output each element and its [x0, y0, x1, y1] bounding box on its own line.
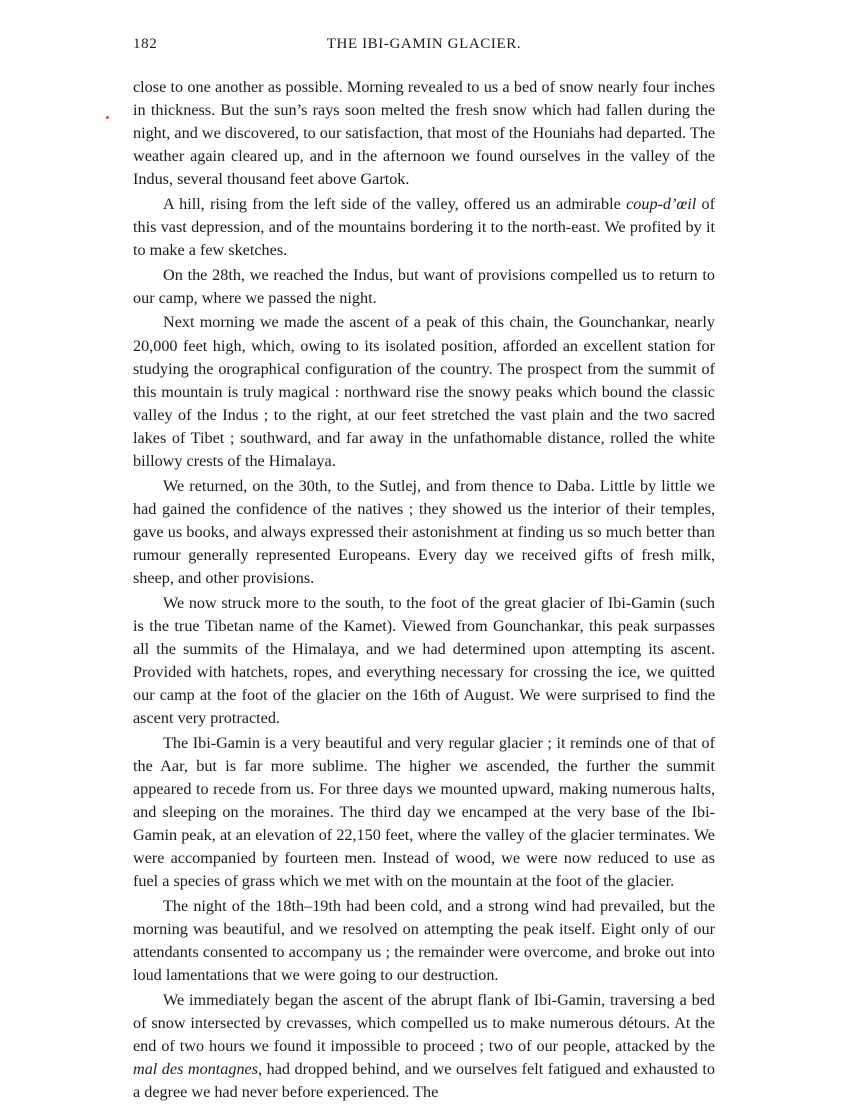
italic-phrase: coup-d’œil	[626, 194, 697, 213]
paragraph	[133, 895, 715, 987]
paragraph	[133, 592, 715, 731]
text-run: close to one another as possible. Morning revealed to us a bed of snow nearly four inches in thickness. But the sun’s rays soon melted the fresh snow which had fallen during the night, and we discovered, to our satisfaction, that most of the Houniahs had departed. The weather again cleared up, and in the afternoon we found ourselves in the valley of the Indus, several thousand feet above Gartok.	[133, 78, 715, 189]
text-run: , had dropped behind, and we ourselves felt fatigued and exhausted to a degree we had never before experienced. The	[133, 1059, 716, 1102]
paragraph	[133, 264, 715, 310]
running-head	[133, 36, 715, 58]
text-run: Next morning we made the ascent of a peak of this chain, the Gounchankar, nearly 20,000 feet high, which, owing to its isolated position, afforded an excellent station for studying the orographical configuration of the country. The prospect from the summit of this mountain is truly magical : northward rise the snowy peaks which bound the classic valley of the Indus ; to the right, at our feet stretched the vast plain and the two sacred lakes of Tibet ; southward, and far away in the unfathomable distance, rolled the white billowy crests of the Himalaya.	[133, 313, 715, 470]
text-run: The night of the 18th–19th had been cold, and a strong wind had prevailed, but the morning was beautiful, and we resolved on attempting the peak itself. Eight only of our attendants consented to accompany us ; the remainder were overcome, and broke out into loud lamentations that we were going to our destruction.	[133, 896, 715, 985]
paragraph	[133, 732, 715, 894]
text-run: The Ibi-Gamin is a very beautiful and very regular glacier ; it reminds one of that of the Aar, but is far more sublime. The higher we ascended, the further the summit appeared to recede from us. For three days we mounted upward, making numerous halts, and sleeping on the moraines. The third day we encamped at the very base of the Ibi-Gamin peak, at an elevation of 22,150 feet, where the valley of the glacier terminates. We were accompanied by fourteen men. Instead of wood, we were now reduced to use as fuel a species of grass which we met with on the mountain at the foot of the glacier.	[133, 733, 715, 891]
paragraph	[133, 475, 715, 590]
paragraph	[133, 76, 715, 191]
text-run: A hill, rising from the left side of the valley, offered us an admirable	[163, 194, 627, 213]
text-run: of this vast depression, and of the mountains bordering it to the north-east. We profited by it to make a few sketches.	[133, 194, 716, 260]
body-text	[133, 76, 715, 1106]
italic-phrase: mal des montagnes	[133, 1059, 259, 1078]
margin-mark	[106, 116, 109, 119]
paragraph	[133, 989, 715, 1104]
paragraph	[133, 311, 715, 473]
paragraph	[133, 193, 715, 262]
text-run: We returned, on the 30th, to the Sutlej, and from thence to Daba. Little by little we had gained the confidence of the natives ; they showed us the interior of their temples, gave us books, and always expressed their astonishment at finding us so much better than rumour generally represented Europeans. Every day we received gifts of fresh milk, sheep, and other provisions.	[133, 476, 715, 587]
text-run: We immediately began the ascent of the abrupt flank of Ibi-Gamin, traversing a bed of snow intersected by crevasses, which compelled us to make numerous détours. At the end of two hours we found it impossible to proceed ; two of our people, attacked by the	[133, 990, 715, 1055]
running-title: THE IBI-GAMIN GLACIER.	[326, 36, 522, 52]
page-number: 182	[133, 36, 158, 52]
text-run: On the 28th, we reached the Indus, but want of provisions compelled us to return to our camp, where we passed the night.	[133, 265, 715, 307]
text-run: We now struck more to the south, to the foot of the great glacier of Ibi-Gamin (such is the true Tibetan name of the Kamet). Viewed from Gounchankar, this peak surpasses all the summits of the Himalaya, and we had determined upon attempting its ascent. Provided with hatchets, ropes, and everything necessary for crossing the ice, we quitted our camp at the foot of the glacier on the 16th of August. We were surprised to find the ascent very protracted.	[133, 593, 715, 728]
